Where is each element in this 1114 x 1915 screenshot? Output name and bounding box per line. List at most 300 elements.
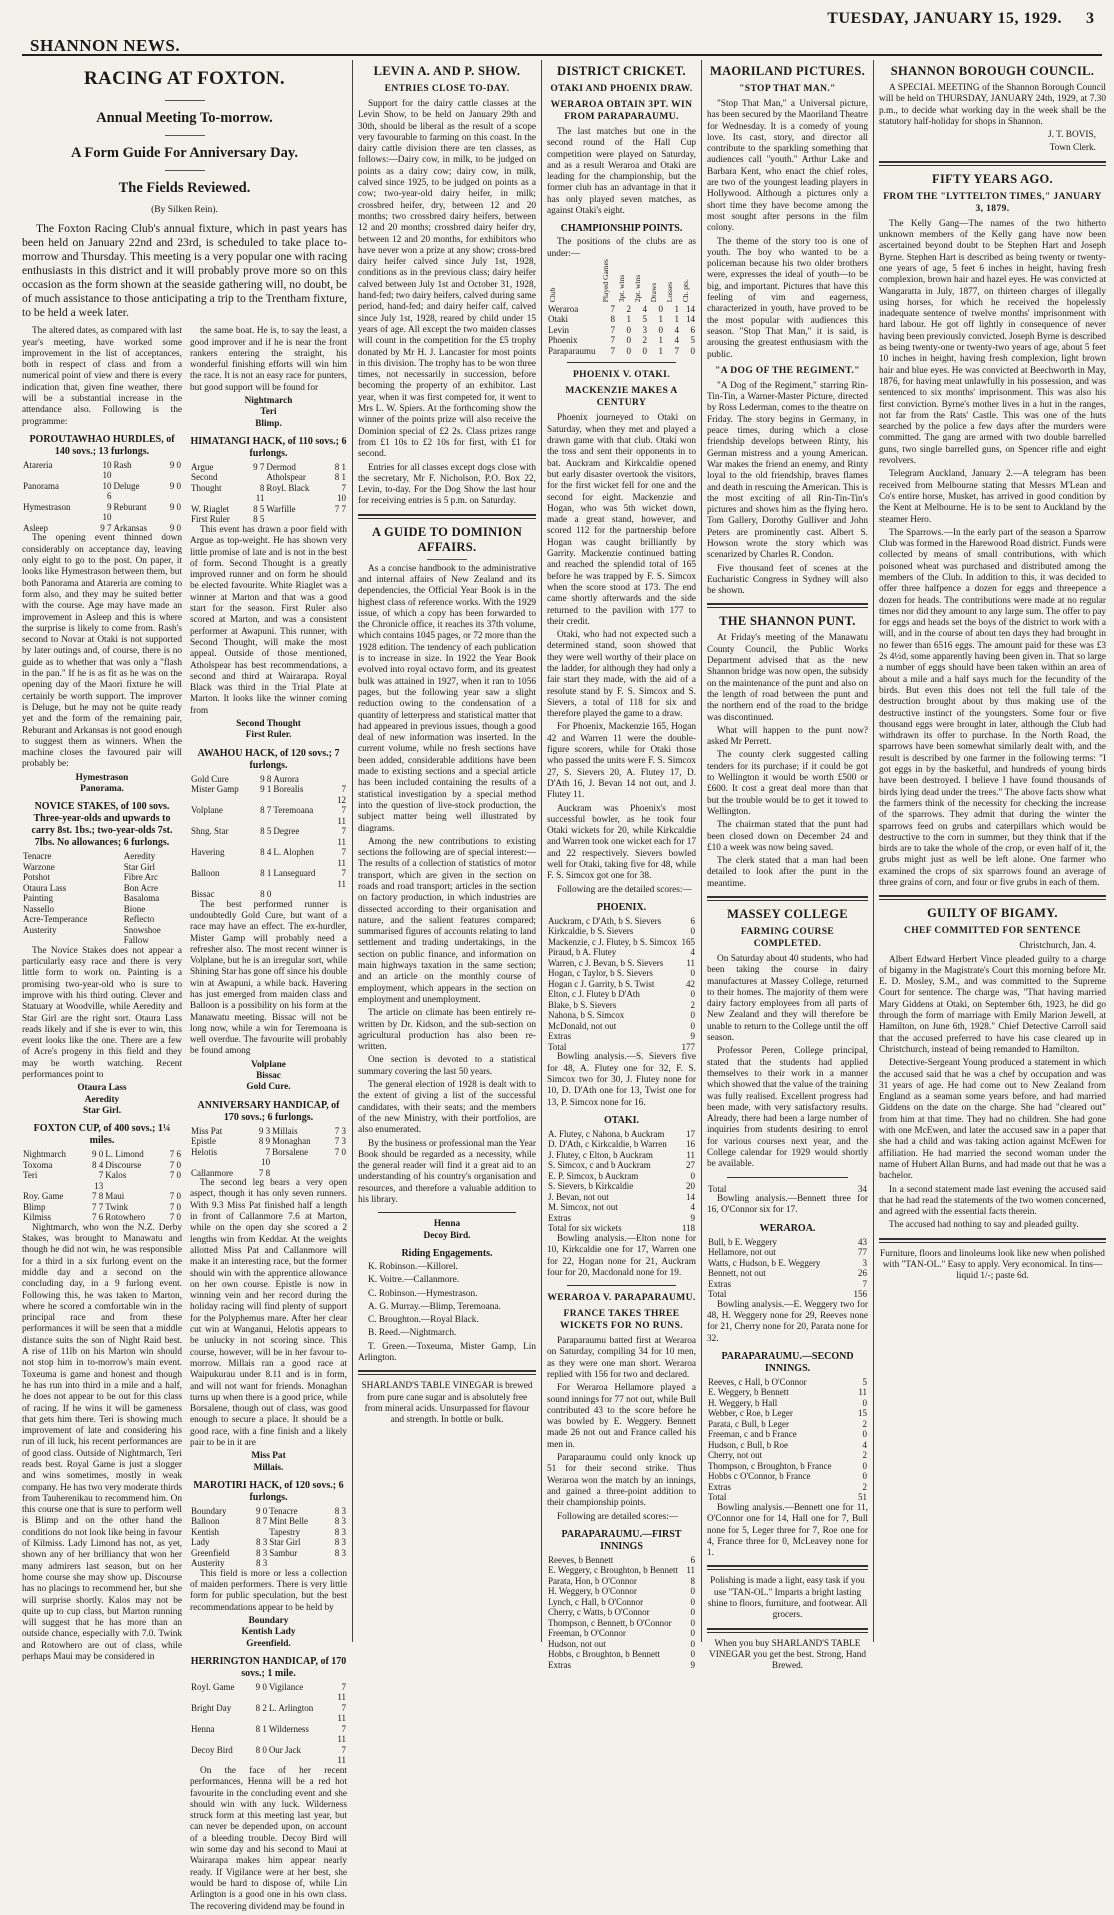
table-row [190, 504, 347, 515]
table-cell: Webber, c Roe, b Leger [708, 1408, 793, 1419]
table-cell: 1 [658, 345, 663, 356]
paragraph: The second leg bears a very open aspect, though it has only seven runners. With 9.3 Miss Pat finished half a length in front of Callanmore 7.6 at Marton, while on the open day she scored a 2 lengths win from Keddar. At the weights allotted Miss Pat and Callanmore will make it an interesting race, but the former should win with the apprentice allowance on her own course. Epistle is now in winning vein and her record during the holiday racing will find plenty of support for the Polyphemus mare. After her clear cut win at Wanganui, Helotis appears to be unlucky in not scoring since. This course, however, will be in her favour to-morrow. Millais ran a good race at Waipukurau under 8.11 and is in form, and will not want for friends. Monaghan turns up when there is a good price, while Borsalene, though out of class, was good enough to secure a place. It should be a good race, with a fine finish and a likely pair to be in it are [190, 1178, 347, 1448]
table-cell: Argue [191, 461, 214, 472]
table-cell: Mint Belle [269, 1516, 309, 1527]
selections: Boundary Kentish Lady Greenfield. [241, 1616, 296, 1649]
table-cell: 7 [610, 324, 615, 335]
table-cell: 8 3 [256, 1558, 268, 1569]
table-cell: 7 7 [334, 503, 346, 514]
paragraph: The general election of 1928 is dealt with to the extent of giving a list of the successful candidates, with their seats; and the members of the new Ministry, with their portfolios, are also enumerated. [358, 1080, 536, 1136]
table-cell: 2 [626, 303, 631, 314]
table-cell: 9 3 [258, 1125, 271, 1136]
table-cell: 7 0 [169, 1170, 181, 1181]
table-row [190, 826, 347, 847]
table-cell: 7 3 [334, 1125, 346, 1136]
table-cell: 11 [686, 957, 695, 968]
paragraph: Otaki, who had not expected such a determined stand, soon showed that they were well worthy of their place on the ladder, for although they had only a fair start they made, with the aid of a resolute stand by F. S. Simcox and S. Sievers, a total of 118 for six and therefore played the game to a draw. [547, 630, 696, 720]
table-cell: Monaghan [272, 1136, 311, 1147]
bowling-analysis: Bowling analysis.—S. Sievers five for 48, A. Flutey one for 32, F. S. Simcox two for 30, J. Flutey none for 10, D. D'Ath one for 13, Twist one for 13, P. Simcox none for 16. [547, 1052, 696, 1108]
table-cell: Rotowhero [105, 1212, 146, 1223]
table-cell: Potshot [23, 872, 51, 883]
byline: (By Silken Rein). [151, 205, 218, 215]
table-cell: 15 [858, 1408, 867, 1419]
table-cell: 7 7 [91, 1201, 104, 1212]
table-row [547, 1660, 696, 1671]
table-cell: E. Weggery, c Broughton, b Bennett [548, 1565, 678, 1576]
racing-lede: The Foxton Racing Club's annual fixture, which in past years has been held on January 22nd and 23rd, is scheduled to take place to-morrow and Thursday. This meeting is a very popular one with racing enthusiasts in this district and it will probably prove more so on this occasion as the form shown at the seaside gathering will, no doubt, be of much assistance to those anticipating a trip to the Trentham fixture, to be held a week later. [22, 222, 347, 320]
table-cell: Volplane [191, 805, 223, 816]
paragraph: What will happen to the punt now? asked Mr Perrett. [707, 725, 868, 748]
table-cell: 7 8 [91, 1191, 104, 1202]
table-cell: Bright Day [191, 1702, 232, 1713]
table-row [547, 314, 696, 325]
table-row [190, 1147, 347, 1168]
table-row [707, 1408, 868, 1419]
table-cell: Thought [191, 482, 222, 493]
table-cell: Freeman, c and b France [708, 1429, 797, 1440]
table-cell: McDonald, not out [548, 1020, 617, 1031]
table-cell: Acre-Temperance [23, 914, 88, 925]
tanol-ad: Polishing is made a light, easy task if you use "TAN-OL." Imparts a bright lasting shine to floors, furniture, and footwear. All grocers. [707, 1576, 868, 1621]
table-cell: Parata, c Bull, b Leger [708, 1418, 789, 1429]
table-cell: Maui [105, 1191, 125, 1202]
paragraph: the same boat. He is, to say the least, a good improver and if he is near the front rankers entering the straight, his wonderful finishing efforts will win him the race. It is not an easy race for punters, but good support will be found for [190, 326, 347, 393]
pictures-title: MAORILAND PICTURES. [709, 64, 866, 78]
paragraph: Support for the dairy cattle classes at the Levin Show, to be held on January 29th and 30th, should be liberal as the result of a scope very favourable to farming on this coast. In the dairy cattle division there are ten classes, as follows:—Dairy cow, in milk, to be judged on points as a dairy cow; dairy cow, in milk, calved since 1925, to be judged on points as a cow; two-year-old dairy heifer, in milk; crossbred heifer, dry, between 12 and 20 months; two crossbred dairy heifers, between 12 and 20 months; crossbred dairy heifer dry, between 12 and 20 months, for exhibitors who have never won a prize at any show; cross-bred dairy heifer calved since July 1st, 1928, conditions as in the previous class; dairy heifer calved between July 1st and October 31, 1928, hand-fed; two dairy heifers, calved during same period, hand-fed; and dairy heifer calf, calved since July 1st, 1928, reared by child under 15 years of age. All except the two maiden classes will count in the competition for the £5 trophy donated by Mr H. J. Lancaster for most points in this division. The trophy has to be won three times, not necessarily in succession, before becoming the property of an exhibitor. Last year, when it was first competed for, it went to Mrs L. W. Spiers. At the forthcoming show the winner of the points prize will also receive the Dominion special of £2 2s. Class prizes range from £1 10s to £2 10s for first, with £1 for second. [358, 99, 536, 460]
table-row [707, 1429, 868, 1440]
table-cell: 7 0 [169, 1201, 181, 1212]
paragraph: "Stop That Man," a Universal picture, has been secured by the Maoriland Theatre for Wednesday. It is a comedy of young love. Its cast, story, and director all contribute to the sparkling something that audiences call "youth." Arthur Lake and Barbara Kent, who enact the chief roles, are two of the youngest leading players in Hollywood. Although a pictures only a short time they have become among the most sought after persons in the film colony. [707, 99, 868, 234]
points-heading: CHAMPIONSHIP POINTS. [560, 223, 683, 235]
table-cell: Bissac [191, 889, 215, 900]
table-cell: 4 [674, 324, 679, 335]
table-row [22, 1202, 182, 1213]
table-row [707, 1440, 868, 1451]
table-cell: 9 0 [255, 1681, 267, 1692]
table-cell: 9 0 [169, 459, 181, 470]
table-cell: 8 5 [253, 503, 265, 514]
table-cell: 8 4 [260, 847, 272, 858]
film-title: "STOP THAT MAN." [739, 84, 836, 94]
table-cell: Reeves, c Hall, b O'Connor [708, 1376, 807, 1387]
table-cell: Bennett, not out [708, 1268, 766, 1279]
table-row [707, 1482, 868, 1493]
table-cell: 14 [686, 1191, 695, 1202]
table-row [190, 472, 347, 483]
table-cell: Vigilance [268, 1681, 304, 1692]
table-cell: 8 3 [334, 1505, 346, 1516]
table-row [707, 1387, 868, 1398]
table-cell: 9 10 [102, 501, 112, 523]
table-cell: 8 5 [253, 514, 265, 525]
table-cell: J. Bevan, not out [548, 1191, 609, 1202]
table-row [547, 346, 696, 357]
selections: Miss Pat Millais. [251, 1451, 286, 1473]
table-cell: 0 [626, 335, 631, 346]
table-cell: 16 [686, 1139, 695, 1150]
table-row [547, 1129, 696, 1140]
table-cell: 8 9 [258, 1136, 271, 1147]
table-cell: 26 [858, 1268, 867, 1279]
table-cell: Bon Acre [123, 882, 158, 893]
table-cell: 2 [690, 999, 695, 1010]
team-heading: WERAROA. [759, 1222, 816, 1234]
table-cell: Sambur [269, 1547, 298, 1558]
table-cell: 0 [862, 1429, 867, 1440]
massey-subhead: FARMING COURSE COMPLETED. [740, 927, 835, 949]
paragraph: At Friday's meeting of the Manawatu County Council, the Public Works Department advised that as the new Shannon bridge was now open, the subsidy on the maintenance of the punt and also on the length of road between the punt and the northern end of the road to the bridge was discontinued. [707, 633, 868, 723]
issue-date: TUESDAY, JANUARY 15, 1929. [827, 10, 1062, 27]
table-cell: 10 10 [102, 459, 112, 481]
table-cell: Mackenzie, c J. Flutey, b S. Simcox [548, 936, 677, 947]
race-heading: HIMATANGI HACK, of 110 sovs.; 6 furlongs. [190, 435, 347, 459]
acceptances-table [190, 1682, 347, 1766]
total-value: 51 [858, 1492, 867, 1503]
table-row [707, 1247, 868, 1258]
table-cell: 0 [862, 1397, 867, 1408]
table-cell: Basaloma [123, 893, 160, 904]
table-cell: J. Flutey, c Elton, b Auckram [548, 1149, 653, 1160]
table-cell: 4 [690, 1202, 695, 1213]
paragraph: Telegram Auckland, January 2.—A telegram has been received from Melbourne stating that Messrs M'Lean and Co's entire horse, Musket, has arrived in good condition by the Kent at Melbourne. He is to be sent to Auckland by the steamer Hero. [879, 469, 1106, 525]
scorecard [707, 1377, 868, 1493]
selections: Second Thought First Ruler. [236, 719, 301, 741]
table-row [22, 460, 182, 481]
table-row [22, 851, 182, 862]
list-item: T. Green.—Toxeuma, Mister Gamp, Lin Arlington. [358, 1341, 536, 1363]
paragraph: Nightmarch, who won the N.Z. Derby Stakes, was brought to Manawatu and though he did not win, he was responsible for a third in a six furlong event on the middle day and a second on the concluding day, in a 9 furlong event. Following this, he was taken to Marton, where he scored a comfortable win in the principal race and from these performances it will be seen that a middle distance suits the son of Night Raid best. A rise of 11lb on his Marton win should not stop him in to-morrow's main event. Toxeuma is game and honest and though he has run into third in a mile and a half, he does not appear to be out for this class of racing. If he wins it will be gameness that gets him there. Teri is showing much improvement of late and considering his run of ill luck, his recent performances are of good class. Outside of Nightmarch, Teri reads best. Royal Game is just a slogger and wins sometimes, mostly in weak company. He has two very moderate thirds from Tauherenikau to recommend him. On this course one that is sure to perform well is Blimp and on the other hand the conditions do not look like being in favour of Kilmiss. Lady Limond has not, as yet, shown any of her brilliancy that won her many admirers last season, but on her home course she may show up. Discourse has no placings to recommend her, but she will surprise shortly. Kalos may not be quite up to cup class, but Marton running will suggest that he has more than an outside chance, especially with 7.0. Twink and Rotowhero are out of class, while perhaps Maui may be considered in [22, 1222, 182, 1663]
table-cell: Millais [272, 1125, 298, 1136]
table-row [190, 889, 347, 900]
fifty-title: FIFTY YEARS AGO. [932, 171, 1053, 186]
dateline: Christchurch, Jan. 4. [1019, 941, 1096, 952]
table-cell [252, 1527, 268, 1538]
table-cell: 1 [674, 303, 679, 314]
table-row [190, 774, 347, 785]
list-item: K. Robinson.—Killorel. [368, 1261, 458, 1272]
table-row [547, 1171, 696, 1182]
fifty-subhead: FROM THE "LYTTELTON TIMES," JANUARY 3, 1879. [883, 191, 1102, 214]
column-header: Played Games [600, 259, 610, 303]
table-cell: Hogan, c Taylor, b S. Sievers [548, 968, 653, 979]
table-cell: Cherry, c Watts, b O'Connor [548, 1607, 650, 1618]
table-cell: Otaki [548, 314, 568, 325]
table-cell: Extras [548, 1031, 571, 1042]
table-row [547, 1181, 696, 1192]
table-cell: 6 [690, 324, 695, 335]
table-cell: 0 [690, 968, 695, 979]
table-cell: Hudson, c Bull, b Roe [708, 1439, 788, 1450]
table-cell: L. Arlington [268, 1702, 314, 1713]
table-cell: Teri [23, 1170, 38, 1181]
table-cell: 7 11 [337, 868, 346, 889]
table-row [547, 926, 696, 937]
paragraph: The Sparrows.—In the early part of the season a Sparrow Club was formed in the Harewood Road district. Funds were collected by means of small contributions, with which poisoned wheat was purchased and distributed among the members of the Club. In addition to this, it was decided to offer three halfpence a dozen for eggs and threepence a dozen for heads. The contributions were made at no regular times nor did they amount to any large sum. The offer to pay for eggs and heads set the boys of the district to work with a will, and in the course of about ten days they had brought in no fewer than 6516 eggs. The amount paid for these was £3 2s 4½d, some apparently having been given in. That so large a number of eggs should have been taken within an area of about a mile and a half says much for the fecundity of the birds. But even this does not tell the full tale of the destruction brought about by thus making use of the destructive instinct of the youngsters. Some four or five thousand eggs were brought in later, although the Club had withdrawn its offer to purchase. In the North Road, the sparrows have been somewhat similarly dealt with, and the result is described by one farmer in the following terms: "I got eggs in by the basketful, and hundreds of young birds have been destroyed. I believe I have found thousands of birds lying dead under the trees." The above facts show what the farmers think of the necessity for checking the increase of the sparrows. They admit that during the winter the sparrows feed on grubs and caterpillars which would be destructive to the corn in summer, but they think that if the birds are to take the whole of the crop, or even half of it, the grubs might just as well be left alone. One farmer who examined the crops of six sparrows found an average of three grains of corn, and four or five grubs in each of them. [879, 527, 1106, 888]
table-cell [22, 935, 123, 946]
table-cell: 2 [862, 1481, 867, 1492]
table-cell: 0 [690, 989, 695, 1000]
selections: Otaura Lass Aeredity Star Girl. [77, 1083, 127, 1116]
table-row [707, 1471, 868, 1482]
paragraph: On the face of her recent performances, Henna will be a red hot favourite in the concluding event and she should win with any luck. Wilderness struck form at this meeting last year, but can never be depended upon, on account of a bleeding trouble. Decoy Bird will win some day and his second to Maui at Wairarapa makes him appear nearly ready. If Vigilance were at her best, she would be hard to dispose of, while Lin Arlington is a good one in his own class. The recovering dividend may be found in [190, 1765, 347, 1912]
table-row [547, 1031, 696, 1042]
table-cell: Our Jack [268, 1744, 302, 1755]
table-cell: 7 11 [337, 1702, 346, 1724]
table-row [22, 862, 182, 873]
table-cell: Austerity [23, 924, 57, 935]
table-cell: Phoenix [548, 335, 578, 346]
table-cell: 77 [858, 1247, 867, 1258]
table-cell: Asleep [23, 522, 48, 533]
total-label: Total for six wickets [548, 1223, 622, 1234]
table-cell: 8 5 [260, 826, 272, 837]
table-cell: Boundary [191, 1505, 227, 1516]
massey-title: MASSEY COLLEGE [727, 907, 848, 921]
table-row [707, 1377, 868, 1388]
paragraph: Phoenix journeyed to Otaki on Saturday, when they met and played a drawn game with that club. Otaki won the toss and sent their opponents in to bat. Auckram and Kirkcaldie opened but early disaster overtook the visitors, for the first wicket fell for one and the second for eight. Mackenzie and Hogan, who was 5th wicket down, made a great stand, however, and scored 112 for the partnership before Hogan was caught brilliantly by Garrity. Mackenzie continued batting and reached the splendid total of 165 before he was trapped by F. S. Simcox when the score stood at 173. The end came shortly afterwards and the side returned to the pavilion with 177 to their credit. [547, 413, 696, 627]
table-cell: Tenacre [269, 1505, 298, 1516]
paragraph: The clerk stated that a man had been detailed to look after the punt in the meantime. [707, 856, 868, 889]
table-row [22, 1170, 182, 1191]
table-row [707, 1268, 868, 1279]
table-cell: Toxoma [23, 1159, 53, 1170]
table-cell: Rash [113, 459, 132, 470]
table-cell: Nightmarch [23, 1149, 66, 1160]
paper-name: SHANNON NEWS. [30, 36, 181, 55]
race-heading: Riding Engagements. [401, 1247, 493, 1259]
table-cell: 7 10 [261, 1146, 271, 1168]
table-cell: 0 [690, 1607, 695, 1618]
column-levin [358, 60, 536, 1644]
table-row [707, 1398, 868, 1409]
table-cell: 8 7 [260, 805, 272, 816]
table-cell: Nahona, b S. Simcox [548, 1010, 625, 1021]
table-cell [331, 514, 347, 525]
table-cell: M. Simcox, not out [548, 1202, 618, 1213]
table-cell: 42 [686, 978, 695, 989]
race-heading: POROUTAWHAO HURDLES, of 140 sovs.; 13 furlongs. [29, 433, 175, 457]
acceptances-table [190, 1506, 347, 1569]
table-cell: 4 [862, 1439, 867, 1450]
team-heading: PHOENIX. [596, 901, 647, 913]
table-cell: 9 0 [169, 480, 181, 491]
table-cell: Snowshoe [123, 924, 161, 935]
table-row [547, 1010, 696, 1021]
paragraph: Among the new contributions to existing sections the following are of special interest:—The results of a collection of statistics of motor transport, which are given in the section on roads and road transport; articles in the section on factory production, in which industries are dissected according to their organisation and nature, and the salient features compared; summarised figures of accounts relating to land settlement and trading undertakings, in the section on public finance, and information on main highways taxation in the same section; and an article on the monthly course of employment, which appears in the section on employment and unemployment. [358, 836, 536, 1005]
table-cell: L. Alophen [273, 847, 314, 858]
table-row [707, 1450, 868, 1461]
table-cell: 0 [690, 1628, 695, 1639]
table-cell: 8 1 [260, 868, 272, 879]
table-cell [331, 774, 347, 785]
table-cell: 0 [626, 324, 631, 335]
table-cell: 3 [862, 1257, 867, 1268]
table-cell: 9 0 [256, 1505, 268, 1516]
table-cell: Atholspear [266, 472, 306, 483]
table-row [190, 1548, 347, 1559]
scorecard [707, 1184, 868, 1195]
table-cell: 5 [642, 314, 647, 325]
race-heading: NOVICE STAKES, of 100 sovs. Three-year-olds and upwards to carry 8st. 1bs.; two-year-olds 7st. 7lbs. No allowances; 6 furlongs. [31, 801, 173, 849]
column-cricket [547, 60, 696, 1670]
table-cell: 2 [642, 335, 647, 346]
table-row [190, 784, 347, 805]
table-cell: 6 [690, 915, 695, 926]
table-cell: 0 [690, 1170, 695, 1181]
total-label: Total [708, 1492, 727, 1503]
table-row [190, 805, 347, 826]
table-row [190, 1724, 347, 1745]
table-cell [271, 1168, 331, 1179]
table-cell: Degree [273, 826, 300, 837]
table-cell: 0 [690, 1649, 695, 1660]
table-cell: Atareria [23, 459, 53, 470]
column-header: Draws [648, 283, 658, 303]
race-heading: FOXTON CUP, of 400 sovs.; 1¼ miles. [33, 1123, 171, 1147]
punt-title: THE SHANNON PUNT. [719, 614, 856, 629]
table-row [190, 1703, 347, 1724]
paragraph: As a concise handbook to the administrative and internal affairs of New Zealand and its dependencies, the Official Year Book is in the highest class of reference works. With the 1929 issue, of which a copy has been forwarded to the Chronicle office, it reaches its 37th volume, which contains 1045 pages, or 72 more than the 1928 edition. The tendency of each publication is to increase in size. In 1922 the Year Book evolved into royal octavo form, and its greatest bulk was attained in 1927, when it ran to 1056 pages, but the following year saw a slight reduction owing to the condensation of a quantity of letterpress and statistical matter that had appeared in previous issues, though a good deal of new information was inserted. In the current volume, while no fresh sections have been added, considerable additions have been made to existing sections and a special article has been included containing the results of a statistical investigation by a special method into the question of live-stock production, the subject matter being well illustrated by diagrams. [358, 563, 536, 834]
table-cell: 8 3 [334, 1537, 346, 1548]
table-cell: A. Flutey, c Nahona, b Auckram [548, 1128, 665, 1139]
table-cell: 0 [690, 1586, 695, 1597]
table-cell: Panorama [23, 480, 59, 491]
table-cell: 8 2 [255, 1702, 267, 1713]
table-cell: 165 [681, 936, 695, 947]
table-cell [272, 889, 331, 900]
table-row [547, 1000, 696, 1011]
table-cell: 8 1 [255, 1723, 267, 1734]
table-cell: Royl. Black [266, 482, 310, 493]
paragraph: The altered dates, as compared with last year's meeting, have worked some improvement in the list of acceptances, both in respect of class and from a numerical point of view and there is every indication that, given fine weather, there will be a substantial increase in the attendance also. Following is the programme: [22, 326, 182, 427]
column-pictures [707, 60, 868, 1672]
table-cell: Bione [123, 903, 146, 914]
table-cell: Fallow [123, 935, 149, 946]
cricket-subhead: OTAKI AND PHOENIX DRAW. [550, 84, 693, 94]
table-cell: Thompson, c Broughton, b France [708, 1460, 832, 1471]
acceptances-table [22, 460, 182, 534]
total-value: 118 [681, 1223, 695, 1234]
table-row [190, 1168, 347, 1179]
table-cell: 7 [674, 345, 679, 356]
table-cell: 9 [690, 1031, 695, 1042]
table-cell: Helotis [191, 1146, 217, 1157]
table-row [547, 1576, 696, 1587]
scorecard [547, 1129, 696, 1224]
table-row [547, 1628, 696, 1639]
table-cell: Paraparaumu [548, 345, 596, 356]
table-row [190, 1516, 347, 1527]
table-cell: 8 [690, 1575, 695, 1586]
table-cell: Wilderness [268, 1723, 309, 1734]
paragraph: The county clerk suggested calling tenders for its purchase; if it could be got to Wellington it would be worth £500 or £600. It cost a great deal more than that but the trouble would be to get it towed to Wellington. [707, 750, 868, 817]
table-row [190, 868, 347, 889]
table-cell: Star Girl [269, 1537, 301, 1548]
table-row [547, 937, 696, 948]
table-cell: 8 4 [91, 1159, 104, 1170]
table-cell: 5 [690, 335, 695, 346]
signatory: J. T. BOVIS, [1048, 130, 1096, 141]
column-header: Ch. pts. [680, 279, 690, 303]
table-cell: Balloon [191, 1516, 220, 1527]
table-cell: 8 3 [256, 1537, 268, 1548]
table-cell: Epistle [191, 1136, 216, 1147]
table-cell: Deluge [113, 480, 140, 491]
table-cell: E. Weggery, b Bennett [708, 1387, 789, 1398]
table-cell: Reeves, b Bennett [548, 1554, 614, 1565]
guide-title: A GUIDE TO DOMINION AFFAIRS. [371, 524, 523, 554]
paragraph: On Saturday about 40 students, who had been taking the course in dairy manufactures at Massey College, returned to their homes. The majority of them were dairy factory employees from all parts of New Zealand and they will therefore be unable to return to the College until the off season. [707, 954, 868, 1044]
match-subhead: MACKENZIE MAKES A CENTURY [565, 386, 678, 409]
table-row [22, 914, 182, 925]
vinegar-ad: When you buy SHARLAND'S TABLE VINEGAR you get the best. Strong, Hand Brewed. [709, 1638, 866, 1672]
table-cell: 0 [862, 1471, 867, 1482]
table-row [707, 1279, 868, 1290]
bigamy-title: GUILTY OF BIGAMY. [927, 906, 1058, 921]
table-cell: 0 [690, 1617, 695, 1628]
table-cell: 4 [690, 947, 695, 958]
table-cell: 8 11 [255, 482, 265, 504]
table-cell: 7 11 [337, 805, 346, 826]
table-cell: 9 [690, 1659, 695, 1670]
table-cell: Weraroa [548, 303, 579, 314]
column-rule [352, 60, 353, 1642]
table-cell: Lanseguard [273, 868, 316, 879]
table-row [547, 916, 696, 927]
table-cell: 6 [690, 1554, 695, 1565]
paragraph: Following are detailed scores:— [557, 1511, 679, 1522]
table-cell: Blake, b S. Sievers [548, 999, 617, 1010]
column-header: Club [547, 288, 557, 303]
table-cell: Borealis [273, 784, 304, 795]
table-cell: 0 [690, 345, 695, 356]
table-cell: 7 11 [337, 1723, 346, 1745]
table-cell: 7 0 [169, 1159, 181, 1170]
table-cell: 7 11 [337, 1681, 346, 1703]
table-cell: 1 [658, 314, 663, 325]
vinegar-ad: SHARLAND'S TABLE VINEGAR is brewed from pure cane sugar and is absolutely free from mineral acids. Unsurpassed for flavour and strength. In bottle or bulk. [361, 1381, 533, 1426]
column-rule [541, 60, 542, 1642]
table-cell: 7 6 [91, 1212, 104, 1223]
paragraph: Professor Peren, College principal, stated that the students had applied themselves to their work in a manner which showed that the value of the training was fully realised. Excellent progress had been made, with very satisfactory results. Already, there had been a large number of inquiries from students desiring to enrol for various courses next year, and the College calendar for 1929 would shortly be available. [707, 1046, 868, 1170]
paragraph: The Novice Stakes does not appear a particularly easy race and there is very little form to work on. Painting is a promising two-year-old who is sure to improve with his third outing. Clever and Statuary at Woodville, while Aeredity and Star Girl are the right sort. Otaura Lass reads likely and if she is ever to win, this event looks like the one. There are a few of Acre's progeny in this field and they may be worth watching. Recent performances point to [22, 945, 182, 1081]
table-cell: 2 [862, 1418, 867, 1429]
table-row [190, 1506, 347, 1517]
table-cell: 0 [862, 1460, 867, 1471]
council-title: SHANNON BOROUGH COUNCIL. [890, 64, 1095, 78]
table-row [547, 1565, 696, 1576]
table-cell: 8 1 [334, 461, 346, 472]
table-cell: Extras [708, 1278, 731, 1289]
table-cell: Thompson, c Bennett, b O'Connor [548, 1617, 672, 1628]
table-cell: 8 3 [334, 1547, 346, 1558]
table-row [707, 1258, 868, 1269]
table-cell: Levin [548, 324, 569, 335]
table-cell: Lynch, c Hall, b O'Connor [548, 1596, 644, 1607]
levin-subhead: ENTRIES CLOSE TO-DAY. [384, 84, 510, 94]
paragraph: Albert Edward Herbert Vince pleaded guilty to a charge of bigamy in the Magistrate's Court this morning before Mr. E. D. Mosley, S.M., and was committed to the Supreme Court for sentence. The charge was, "That having married Mary Giddens at Otaki, on September 6th, 1923, he did go through the form of marriage with Emily Marion Jewell, at Hamilton, on June 6th, 1928." Chief Detective Carroll said that the accused preferred to have his case cleared up in Christchurch, instead of being remanded to Hamilton. [879, 954, 1106, 1055]
paragraph: Paraparaumu batted first at Weraroa on Saturday, compiling 34 for 10 men, as they were one man short. Weraroa replied with 156 for two and declared. [547, 1336, 696, 1380]
bigamy-subhead: CHEF COMMITTED FOR SENTENCE [904, 926, 1081, 937]
table-cell: Warren, c J. Bevan, b S. Sievers [548, 957, 664, 968]
table-cell: 9 [690, 1212, 695, 1223]
table-row [547, 1160, 696, 1171]
race-heading: MAROTIRI HACK, of 120 sovs.; 6 furlongs. [193, 1479, 344, 1503]
table-cell: 7 3 [334, 1136, 346, 1147]
table-row [22, 935, 182, 946]
table-cell: Total [708, 1183, 727, 1194]
masthead [22, 6, 1102, 56]
